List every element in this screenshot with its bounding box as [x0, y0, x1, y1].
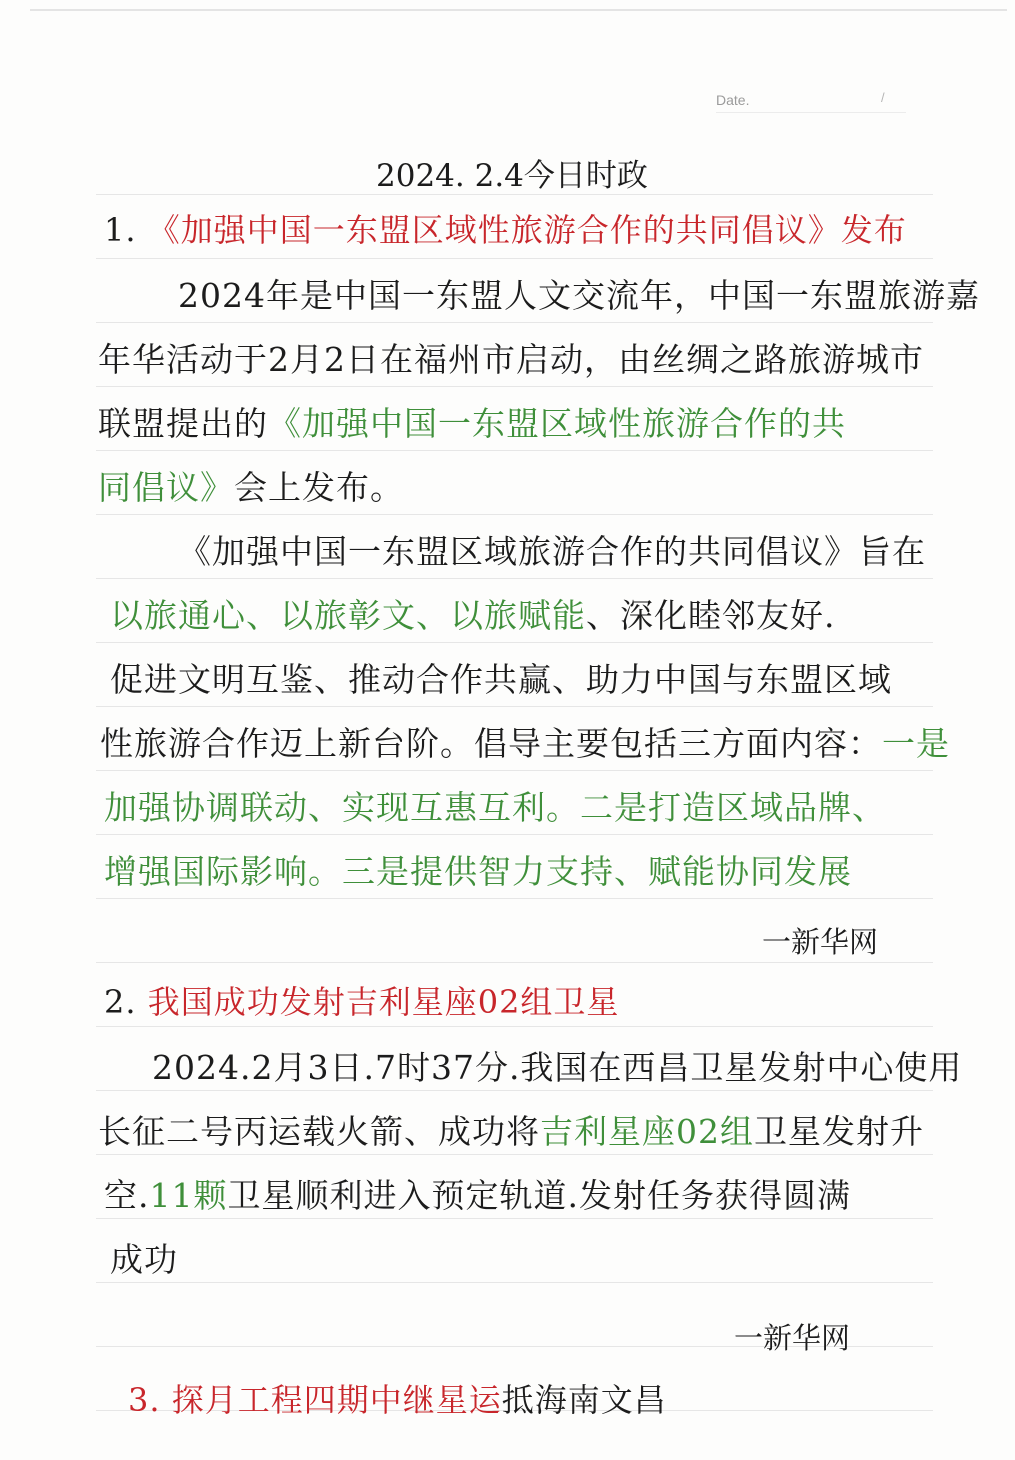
heading-text: 《加强中国一东盟区域性旅游合作的共同倡议》发布 [147, 211, 907, 249]
paragraph-line [98, 466, 404, 510]
text-span: 长征二号丙运载火箭、成功将 [98, 1112, 540, 1151]
text-span: 性旅游合作迈上新台阶。倡导主要包括三方面内容： [100, 724, 882, 763]
ruled-line [96, 706, 933, 707]
paragraph-line: 2024年是中国一东盟人文交流年，中国一东盟旅游嘉 [178, 276, 980, 315]
date-field [716, 88, 936, 114]
paragraph-line [98, 402, 846, 446]
text-span: 、深化睦邻友好. [586, 596, 836, 635]
paragraph-line: 加强协调联动、实现互惠互利。二是打造区域品牌、 [104, 788, 886, 827]
page-top-rule [30, 9, 1007, 11]
highlight-span: 同倡议》 [98, 468, 234, 507]
paragraph-line: 促进文明互鉴、推动合作共赢、助力中国与东盟区域 [110, 660, 892, 699]
ruled-line [96, 770, 933, 771]
heading-suffix: 抵海南文昌 [501, 1381, 667, 1419]
text-span: 会上发布。 [234, 468, 404, 507]
ruled-line [96, 1154, 933, 1155]
ruled-line [96, 962, 933, 963]
date-slash: / [881, 90, 885, 105]
ruled-line [96, 514, 933, 515]
paragraph-line: 成功 [110, 1240, 178, 1279]
highlight-span: 以旅通心、以旅彰文、以旅赋能 [110, 596, 586, 635]
paragraph-line [98, 1110, 924, 1154]
paragraph-line [110, 594, 836, 638]
source-credit: 一新华网 [734, 1321, 851, 1355]
news-heading-1 [104, 208, 907, 252]
ruled-line [96, 1282, 933, 1283]
news-heading-3 [128, 1378, 667, 1422]
ruled-line [96, 898, 933, 899]
ruled-line [96, 642, 933, 643]
heading-number: 1. [104, 211, 148, 249]
paragraph-line: 2024.2月3日.7时37分.我国在西昌卫星发射中心使用 [152, 1048, 963, 1087]
source-credit: 一新华网 [762, 925, 879, 959]
ruled-line [96, 450, 933, 451]
paragraph-line: 《加强中国一东盟区域旅游合作的共同倡议》旨在 [178, 532, 926, 571]
heading-text: 探月工程四期中继星运 [171, 1381, 502, 1419]
ruled-line [96, 834, 933, 835]
paragraph-line [100, 722, 950, 766]
highlight-span: 一是 [882, 724, 950, 763]
heading-text: 我国成功发射吉利星座02组卫星 [147, 983, 620, 1021]
highlight-span: 《加强中国一东盟区域性旅游合作的共 [268, 404, 846, 443]
heading-number: 2. [104, 983, 148, 1021]
paragraph-line: 年华活动于2月2日在福州市启动，由丝绸之路旅游城市 [98, 340, 924, 379]
heading-number: 3. [128, 1381, 172, 1419]
ruled-line [96, 258, 933, 259]
ruled-line [96, 1218, 933, 1219]
text-span: 卫星发射升 [754, 1112, 924, 1151]
text-span: 空. [104, 1176, 150, 1215]
paragraph-line [104, 1174, 851, 1218]
ruled-line [96, 1090, 933, 1091]
highlight-span: 11颗 [149, 1176, 228, 1215]
news-heading-2 [104, 980, 619, 1024]
paragraph-line: 增强国际影响。三是提供智力支持、赋能协同发展 [104, 852, 852, 891]
page-title: 2024. 2.4今日时政 [376, 158, 648, 194]
ruled-line [96, 578, 933, 579]
highlight-span: 吉利星座02组 [540, 1112, 754, 1151]
date-underline [716, 112, 906, 113]
ruled-line [96, 1026, 933, 1027]
text-span: 卫星顺利进入预定轨道.发射任务获得圆满 [227, 1176, 851, 1215]
ruled-line [96, 322, 933, 323]
ruled-line [96, 386, 933, 387]
date-label: Date. [716, 92, 750, 108]
text-span: 联盟提出的 [98, 404, 268, 443]
